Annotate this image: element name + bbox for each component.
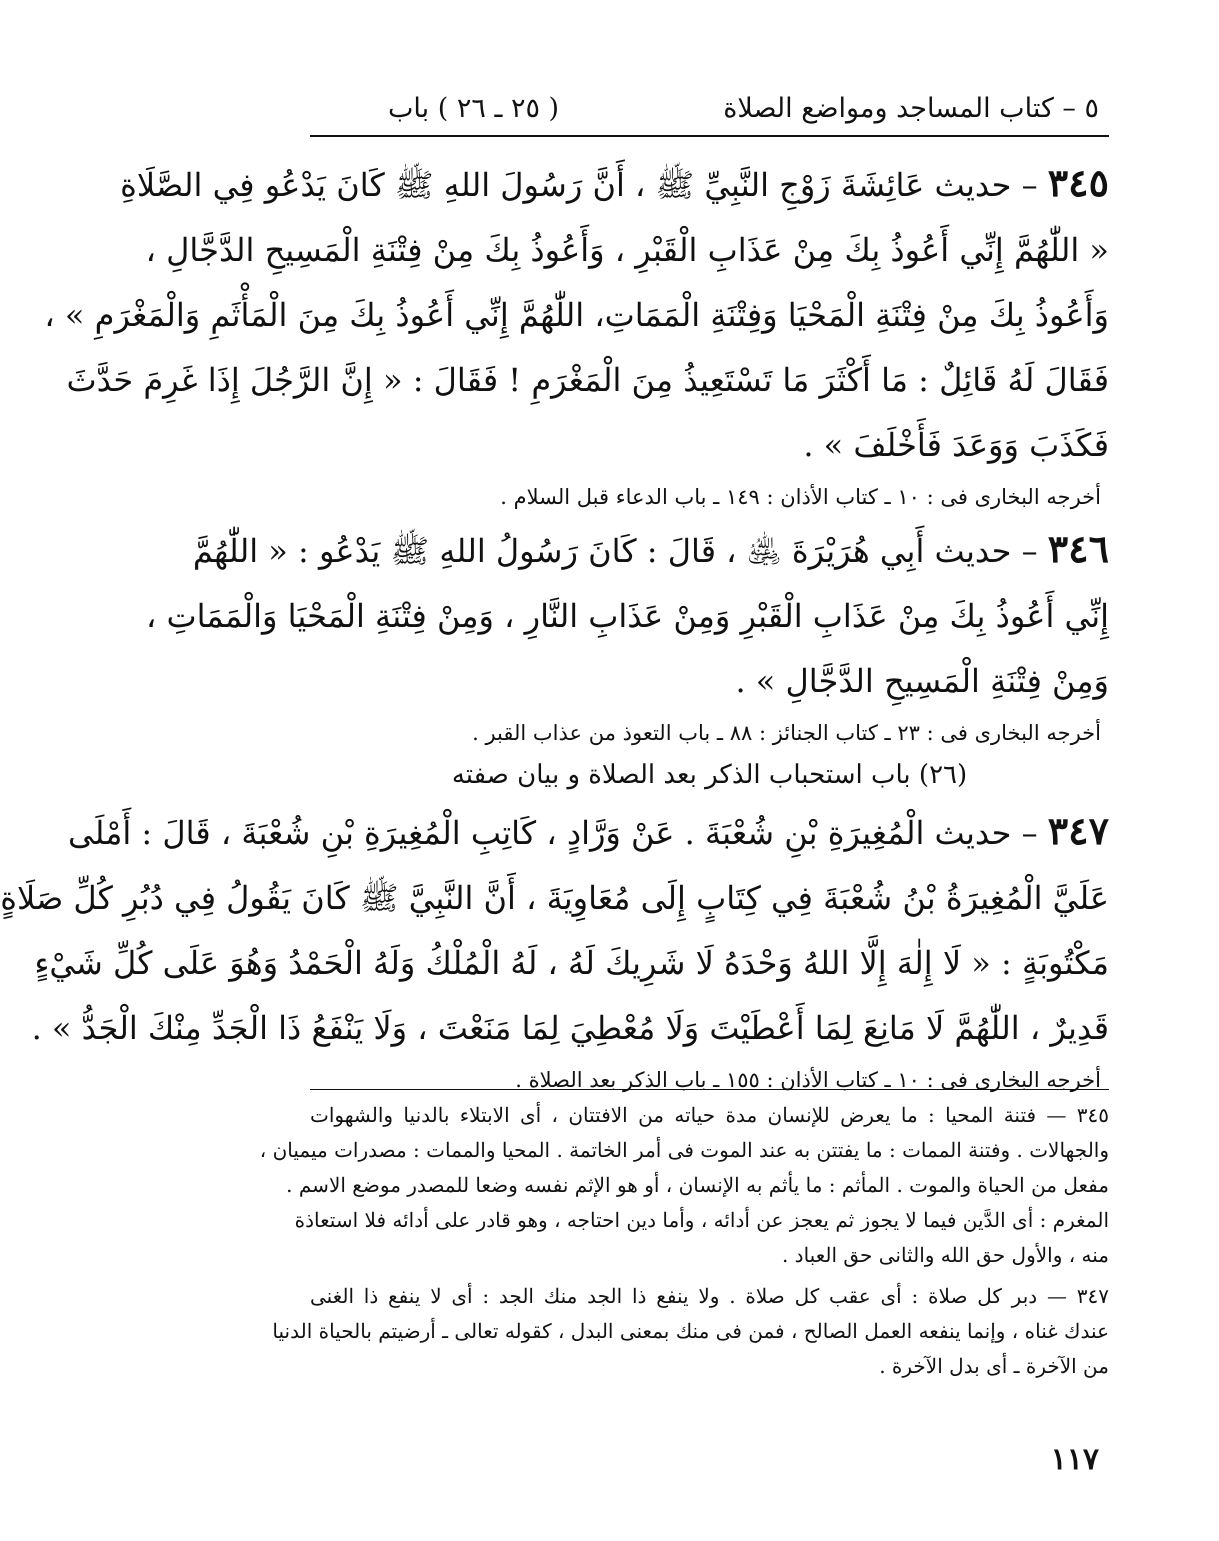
page-header	[388, 88, 1099, 128]
hadith-345	[44, 150, 1109, 516]
footnote-line: والجهالات . وفتنة الممات : ما يفتتن به عند الموت فى أمر الخاتمة . المحيا والممات : مصدرات ميميان ،	[259, 1138, 1109, 1162]
hadith-text: – حديث الْمُغِيرَةِ بْنِ شُعْبَةَ . عَنْ وَرَّادٍ ، كَاتِبِ الْمُغِيرَةِ بْنِ شُعْبَةَ ، قَالَ : أَمْلَى	[67, 814, 1048, 852]
hadith-source: أخرجه البخارى فى : ٢٣ ـ كتاب الجنائز : ٨٨ ـ باب التعوذ من عذاب القبر .	[472, 721, 1101, 745]
footnote-rule	[310, 1089, 1109, 1090]
footnote-line: مفعل من الحياة والموت . المأثم : ما يأثم به الإنسان ، أو هو الإثم نفسه وضعا للمصدر موضع الاسم .	[286, 1173, 1109, 1197]
footnote-line: منه ، والأول حق الله والثانى حق العباد .	[781, 1243, 1109, 1267]
header-rule	[310, 135, 1109, 137]
main-text	[0, 150, 1109, 1099]
hadith-line: وَمِنْ فِتْنَةِ الْمَسِيحِ الدَّجَّالِ » .	[735, 662, 1109, 700]
hadith-source: أخرجه البخارى فى : ١٠ ـ كتاب الأذان : ١٥٥ ـ باب الذكر بعد الصلاة .	[515, 1068, 1101, 1092]
footnote-line: ٣٤٥ — فتنة المحيا : ما يعرض للإنسان مدة حياته من الافتتان ، أى الابتلاء بالدنيا والشهوات	[310, 1103, 1109, 1127]
hadith-number: ٣٤٧	[1047, 808, 1109, 853]
hadith-line	[67, 798, 1109, 866]
hadith-line: فَقَالَ لَهُ قَائِلٌ : مَا أَكْثَرَ مَا تَسْتَعِيذُ مِنَ الْمَغْرَمِ ! فَقَالَ : « إِنَّ الرَّجُلَ إِذَا غَرِمَ حَدَّثَ	[66, 361, 1109, 399]
running-chapter-range: ( ٢٥ ـ ٢٦ ) باب	[388, 92, 560, 124]
hadith-346	[146, 516, 1109, 752]
hadith-line: وَأَعُوذُ بِكَ مِنْ فِتْنَةِ الْمَحْيَا وَفِتْنَةِ الْمَمَاتِ، اللّٰهُمَّ إِنِّي أَعُوذُ بِكَ مِنَ الْمَأْثَمِ وَالْمَغْرَمِ » ،	[44, 296, 1109, 334]
hadith-347	[0, 798, 1109, 1099]
hadith-line: فَكَذَبَ وَوَعَدَ فَأَخْلَفَ » .	[803, 426, 1109, 464]
chapter-heading: (٢٦) باب استحباب الذكر بعد الصلاة و بيان صفته	[451, 760, 968, 790]
footnote-345	[259, 1098, 1109, 1273]
footnotes	[259, 1098, 1109, 1384]
hadith-text: – حديث أَبِي هُرَيْرَةَ ﵁ ، قَالَ : كَانَ رَسُولُ اللهِ ﷺ يَدْعُو : « اللّٰهُمَّ	[192, 532, 1048, 570]
hadith-line	[192, 516, 1109, 584]
hadith-number: ٣٤٥	[1047, 160, 1109, 205]
hadith-line: قَدِيرٌ ، اللّٰهُمَّ لَا مَانِعَ لِمَا أَعْطَيْتَ وَلَا مُعْطِيَ لِمَا مَنَعْتَ ، وَلَا يَنْفَعُ ذَا الْجَدِّ مِنْكَ الْجَدُّ » .	[31, 1009, 1109, 1047]
page-number: ١١٧	[1050, 1442, 1099, 1477]
footnote-line: المغرم : أى الدَّين فيما لا يجوز ثم يعجز عن أدائه ، وأما دين احتاجه ، وهو قادر على أدائه فلا استعاذة	[294, 1208, 1109, 1232]
footnote-line: من الآخرة ـ أى بدل الآخرة .	[879, 1354, 1109, 1378]
running-book-title: ٥ – كتاب المساجد ومواضع الصلاة	[723, 92, 1099, 124]
hadith-line: إِنِّي أَعُوذُ بِكَ مِنْ عَذَابِ الْقَبْرِ وَمِنْ عَذَابِ النَّارِ ، وَمِنْ فِتْنَةِ الْمَحْيَا وَالْمَمَاتِ ،	[146, 597, 1109, 635]
hadith-text: – حديث عَائِشَةَ زَوْجِ النَّبِيِّ ﷺ ، أَنَّ رَسُولَ اللهِ ﷺ كَانَ يَدْعُو فِي الصَّلَاةِ	[120, 166, 1048, 204]
footnote-line: ٣٤٧ — دبر كل صلاة : أى عقب كل صلاة . ولا ينفع ذا الجد منك الجد : أى لا ينفع ذا الغنى	[310, 1284, 1109, 1308]
hadith-line: « اللّٰهُمَّ إِنِّي أَعُوذُ بِكَ مِنْ عَذَابِ الْقَبْرِ ، وَأَعُوذُ بِكَ مِنْ فِتْنَةِ الْمَسِيحِ الدَّجَّالِ ،	[145, 231, 1109, 269]
footnote-347	[272, 1279, 1109, 1384]
hadith-line: عَلَيَّ الْمُغِيرَةُ بْنُ شُعْبَةَ فِي كِتَابٍ إِلَى مُعَاوِيَةَ ، أَنَّ النَّبِيَّ ﷺ كَانَ يَقُولُ فِي دُبُرِ كُلِّ صَلَاةٍ	[0, 879, 1109, 917]
hadith-number: ٣٤٦	[1047, 526, 1109, 571]
hadith-line: مَكْتُوبَةٍ : « لَا إِلٰهَ إِلَّا اللهُ وَحْدَهُ لَا شَرِيكَ لَهُ ، لَهُ الْمُلْكُ وَلَهُ الْحَمْدُ وَهُوَ عَلَى كُلِّ شَيْءٍ	[34, 944, 1109, 982]
hadith-line	[120, 150, 1109, 218]
hadith-source: أخرجه البخارى فى : ١٠ ـ كتاب الأذان : ١٤٩ ـ باب الدعاء قبل السلام .	[500, 485, 1101, 509]
footnote-line: عندك غناه ، وإنما ينفعه العمل الصالح ، فمن فى منك بمعنى البدل ، كقوله تعالى ـ أرضيتم بالحياة الدنيا	[272, 1319, 1109, 1343]
